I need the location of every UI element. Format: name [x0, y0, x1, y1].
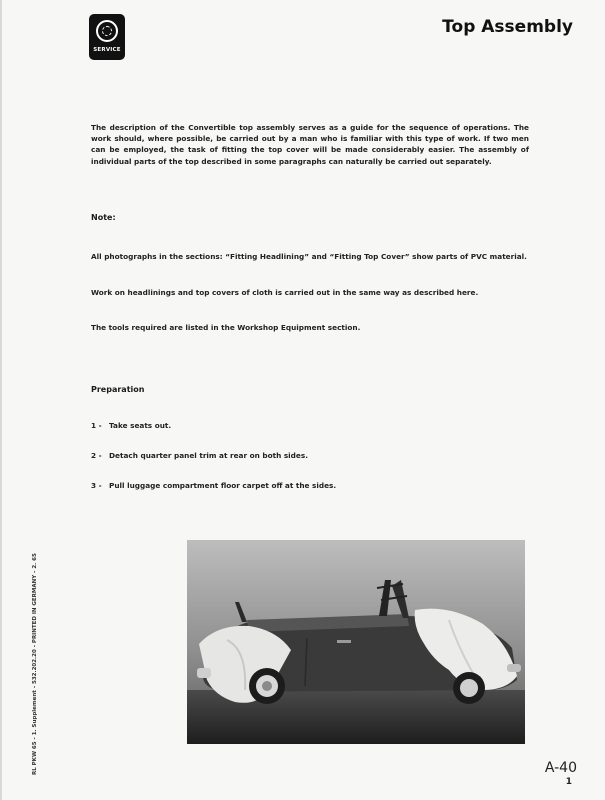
- step-number: 1 -: [91, 421, 102, 430]
- convertible-car-photo: [187, 540, 525, 744]
- note-paragraph-1: All photographs in the sections: “Fitting Headlining” and “Fitting Top Cover” show parts of PVC material.: [91, 252, 527, 261]
- side-print-info: RL PKW 65 - 1. Supplement - 532.202.20 - PRINTED IN GERMANY - 2. 65: [32, 553, 38, 775]
- page-code: A-40: [544, 760, 577, 776]
- preparation-heading: Preparation: [91, 385, 145, 394]
- preparation-step: [91, 481, 336, 490]
- note-paragraph-2: Work on headlinings and top covers of cloth is carried out in the same way as described here.: [91, 288, 479, 297]
- page-number: 1: [565, 777, 572, 787]
- step-text: Pull luggage compartment floor carpet off at the sides.: [109, 481, 337, 490]
- service-ring-icon: [96, 20, 118, 42]
- intro-paragraph: The description of the Convertible top assembly serves as a guide for the sequence of operations. The work should, where possible, be carried out by a man who is familiar with this type of work. If two men can be employed, the task of fitting the top cover will be made considerably easier. The assembly of individual parts of the top described in some paragraphs can naturally be carried out separately.: [91, 123, 529, 166]
- car-photo-illustration: [187, 540, 525, 744]
- step-number: 3 -: [91, 481, 102, 490]
- step-text: Detach quarter panel trim at rear on both sides.: [109, 451, 308, 460]
- preparation-step: [91, 451, 308, 460]
- logo-text: SERVICE: [93, 47, 121, 53]
- step-number: 2 -: [91, 451, 102, 460]
- step-text: Take seats out.: [109, 421, 172, 430]
- note-heading: Note:: [91, 213, 116, 222]
- service-logo: [89, 14, 125, 60]
- page-title: Top Assembly: [442, 17, 573, 37]
- note-paragraph-3: The tools required are listed in the Workshop Equipment section.: [91, 323, 361, 332]
- preparation-step: [91, 421, 171, 430]
